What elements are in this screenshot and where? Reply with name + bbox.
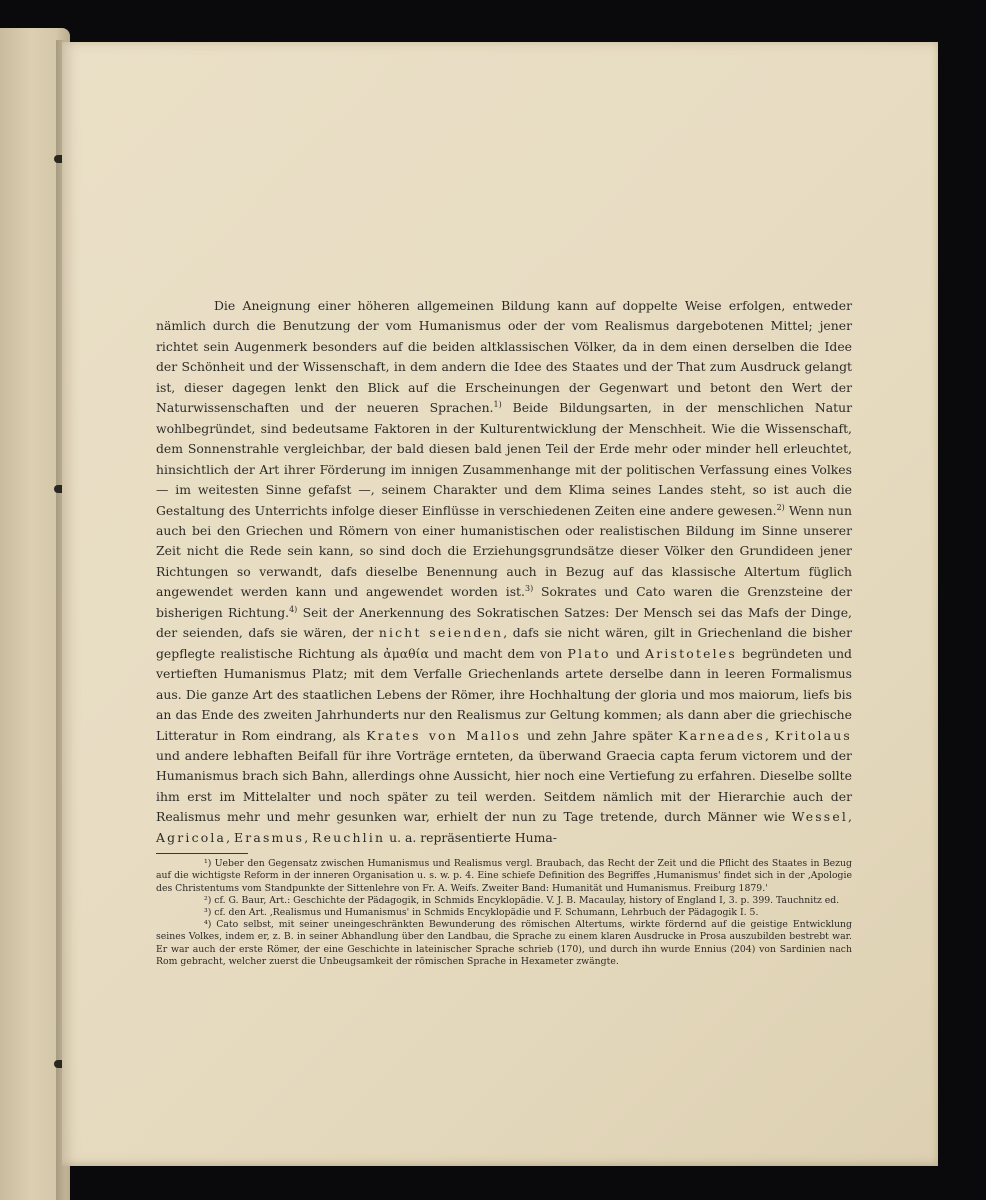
text-run: Sokrates und Cato waren die Grenzsteine der bisherigen Richtung. — [156, 584, 852, 620]
spaced-name: Wessel — [791, 809, 849, 825]
footnote-ref: 2) — [776, 502, 785, 512]
text-run: und — [610, 645, 646, 661]
spaced-name: Plato — [567, 645, 611, 661]
text-run: Beide Bildungsarten, in der menschlichen Natur wohlbegründet, sind bedeutsame Faktoren in der Kulturentwicklung der Menschheit. Wie die Wissenschaft, dem Sonnenstrahle vergleichbar, der bald diesen bald jenen Teil der Erde mehr oder minder hell erleuchtet, hinsichtlich der Art ihrer Förderung im innigen Zusammenhange mit der politischen Verfassung eines Volkes — im weitesten Sinne gefafst —, seinem Charakter und dem Klima seines Landes steht, so ist auch die Gestaltung des Unterrichts infolge dieser Einflüsse in verschiedenen Zeiten eine andere gewesen. — [156, 400, 853, 518]
text-block — [156, 296, 852, 968]
text-run: u. a. repräsentierte Huma- — [385, 829, 557, 845]
footnotes — [156, 858, 852, 968]
footnote-ref: 1) — [493, 400, 502, 410]
book-page — [62, 42, 938, 1166]
footnote-ref: 3) — [524, 584, 534, 594]
text-run: Die Aneignung einer höheren allgemeinen Bildung kann auf doppelte Weise erfolgen, entweder nämlich durch die Benutzung der vom Humanismus oder der vom Realismus dargebotenen Mittel; jener richtet sein Augenmerk besonders auf die beiden altklassischen Völker, da in dem einen derselben die Idee der Schönheit und der Wissenschaft, in dem andern die Idee des Staates und der That zum Ausdruck gelangt ist, dieser dagegen lenkt den Blick auf die Erscheinungen der Gegenwart und betont den Wert der Naturwissenschaften und der neueren Sprachen. — [156, 298, 852, 416]
text-run: , — [304, 829, 313, 845]
text-run: und zehn Jahre später — [521, 727, 679, 743]
text-run: Seit der Anerkennung des Sokratischen Satzes: Der Mensch sei das Mafs der Dinge, der seienden, dafs sie wären, der — [156, 604, 852, 641]
footnote-ref: 4) — [289, 604, 298, 614]
text-run: und andere lebhaften Beifall für ihre Vorträge ernteten, da überwand Graecia capta ferum victorem und der Humanismus brach sich Bahn, allerdings ohne Aussicht, hier noch eine Vertiefung zu erfahren. Dieselbe sollte ihm erst im Mittelalter und noch später zu teil werden. Seitdem nämlich mit der Hierarchie auch der Realismus mehr und mehr gesunken war, erhielt der nun zu Tage tretende, durch Männer wie — [156, 747, 852, 825]
footnote-1: ¹) Ueber den Gegensatz zwischen Humanismus und Realismus vergl. Braubach, das Recht der Zeit und die Pflicht des Staates in Bezug auf die wichtigste Reform in der inneren Organisation u. s. w. p. 4. Eine schiefe Definition des Begriffes ‚Humanismus' findet sich in der ‚Apologie des Christentums vom Standpunkte der Sittenlehre von Fr. A. Weifs. Zweiter Band: Humanität und Humanismus. Freiburg 1879.' — [156, 858, 852, 894]
footnote-4: ⁴) Cato selbst, mit seiner uneingeschränkten Bewunderung des römischen Altertums, wirkte fördernd auf die geistige Entwicklung seines Volkes, indem er, z. B. in seiner Abhandlung über den Landbau, die Sprache zu einem klaren Ausdrucke in Prosa auszubilden bestrebt war. Er war auch der erste Römer, der eine Geschichte in lateinischer Sprache schrieb (170), und durch ihn wurde Ennius (204) von Sardinien nach Rom gebracht, welcher zuerst die Unbeugsamkeit der römischen Sprache in Hexameter zwängte. — [156, 919, 852, 967]
footnote-3: ³) cf. den Art. ‚Realismus und Humanismus' in Schmids Encyklopädie und F. Schumann, Lehrbuch der Pädagogik I. 5. — [204, 907, 759, 919]
text-run: , dafs sie nicht wären, gilt in Griechenland die bisher gepflegte realistische Richtung als ἀμαθία und macht dem von — [156, 625, 853, 661]
text-run: , — [226, 829, 235, 845]
spaced-name: Reuchlin — [312, 829, 386, 845]
spaced-name: Erasmus — [234, 829, 305, 845]
spaced-name: Kritolaus — [774, 727, 852, 743]
text-run: Wenn nun auch bei den Griechen und Römern von einer humanistischen oder realistischen Bildung im Sinne unserer Zeit nicht die Rede sein kann, so sind doch die Erziehungsgrundsätze dieser Völker den Grundideen jener Richtungen so verwandt, dafs dieselbe Benennung auch in Bezug auf das klassische Altertum füglich angewendet werden kann und angewendet worden ist. — [156, 502, 852, 600]
spaced-name: Krates von Mallos — [366, 727, 522, 743]
spaced-emphasis: nicht seienden — [378, 625, 504, 641]
spaced-name: Karneades — [678, 727, 765, 743]
text-run: , — [764, 727, 775, 743]
spaced-name: Aristoteles — [645, 645, 737, 661]
footnote-2: ²) cf. G. Baur, Art.: Geschichte der Pädagogik, in Schmids Encyklopädie. V. J. B. Macaulay, history of England I, 3. p. 399. Tauchnitz ed. — [204, 894, 840, 906]
spaced-name: Agricola — [156, 829, 227, 845]
text-run: begründeten und vertieften Humanismus Platz; mit dem Verfalle Griechenlands artete derselbe dann in leeren Formalismus aus. Die ganze Art des staatlichen Lebens der Römer, ihre Hochhaltung der gloria und mos maiorum, liefs bis an das Ende des zweiten Jahrhunderts nur den Realismus zur Geltung kommen; als dann aber die griechische Litteratur in Rom eindrang, als — [156, 645, 852, 743]
main-paragraph — [156, 296, 852, 848]
text-run: , — [848, 809, 852, 825]
footnote-divider — [156, 853, 248, 854]
